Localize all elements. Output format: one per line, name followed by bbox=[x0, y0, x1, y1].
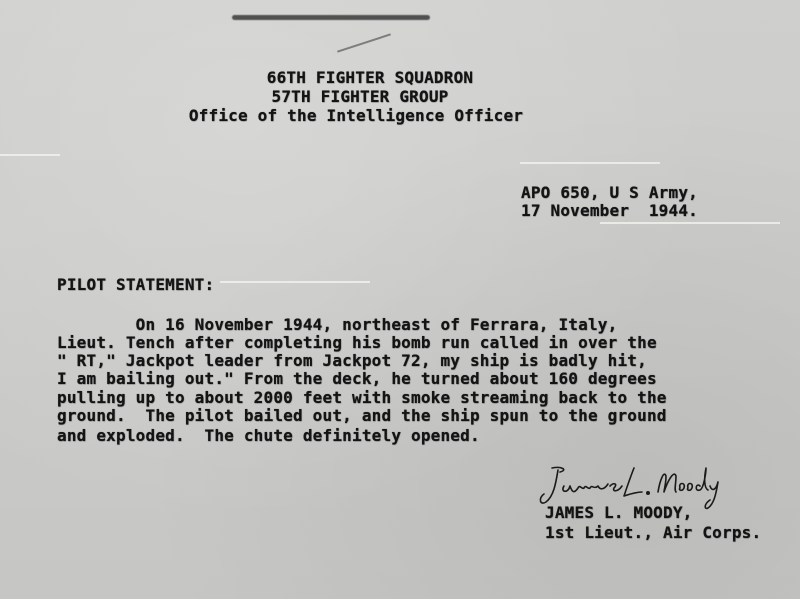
statement-line: " RT," Jackpot leader from Jackpot 72, my ship is badly hit, bbox=[57, 351, 647, 370]
signatory-name: JAMES L. MOODY, bbox=[545, 503, 693, 522]
group-heading: 57TH FIGHTER GROUP bbox=[271, 87, 449, 106]
top-ink-smudge bbox=[232, 15, 430, 20]
statement-line: On 16 November 1944, northeast of Ferrara, Italy, bbox=[57, 315, 618, 334]
office-heading: Office of the Intelligence Officer bbox=[188, 106, 524, 125]
statement-line: pulling up to about 2000 feet with smoke streaming back to the bbox=[57, 388, 667, 407]
signatory-title: 1st Lieut., Air Corps. bbox=[545, 523, 762, 542]
statement-line: and exploded. The chute definitely opened. bbox=[57, 426, 480, 445]
pen-mark bbox=[337, 33, 391, 52]
dateline-date: 17 November 1944. bbox=[521, 201, 698, 220]
statement-line: Lieut. Tench after completing his bomb run called in over the bbox=[57, 333, 657, 352]
squadron-heading: 66TH FIGHTER SQUADRON bbox=[266, 68, 474, 87]
statement-heading: PILOT STATEMENT: bbox=[57, 275, 215, 294]
scan-artifact bbox=[0, 154, 60, 156]
dateline-location: APO 650, U S Army, bbox=[521, 183, 698, 202]
scan-artifact bbox=[600, 222, 780, 224]
scan-artifact bbox=[520, 162, 660, 164]
statement-line: I am bailing out." From the deck, he turned about 160 degrees bbox=[57, 369, 657, 388]
scan-artifact bbox=[220, 281, 370, 283]
statement-line: ground. The pilot bailed out, and the ship spun to the ground bbox=[57, 406, 667, 425]
